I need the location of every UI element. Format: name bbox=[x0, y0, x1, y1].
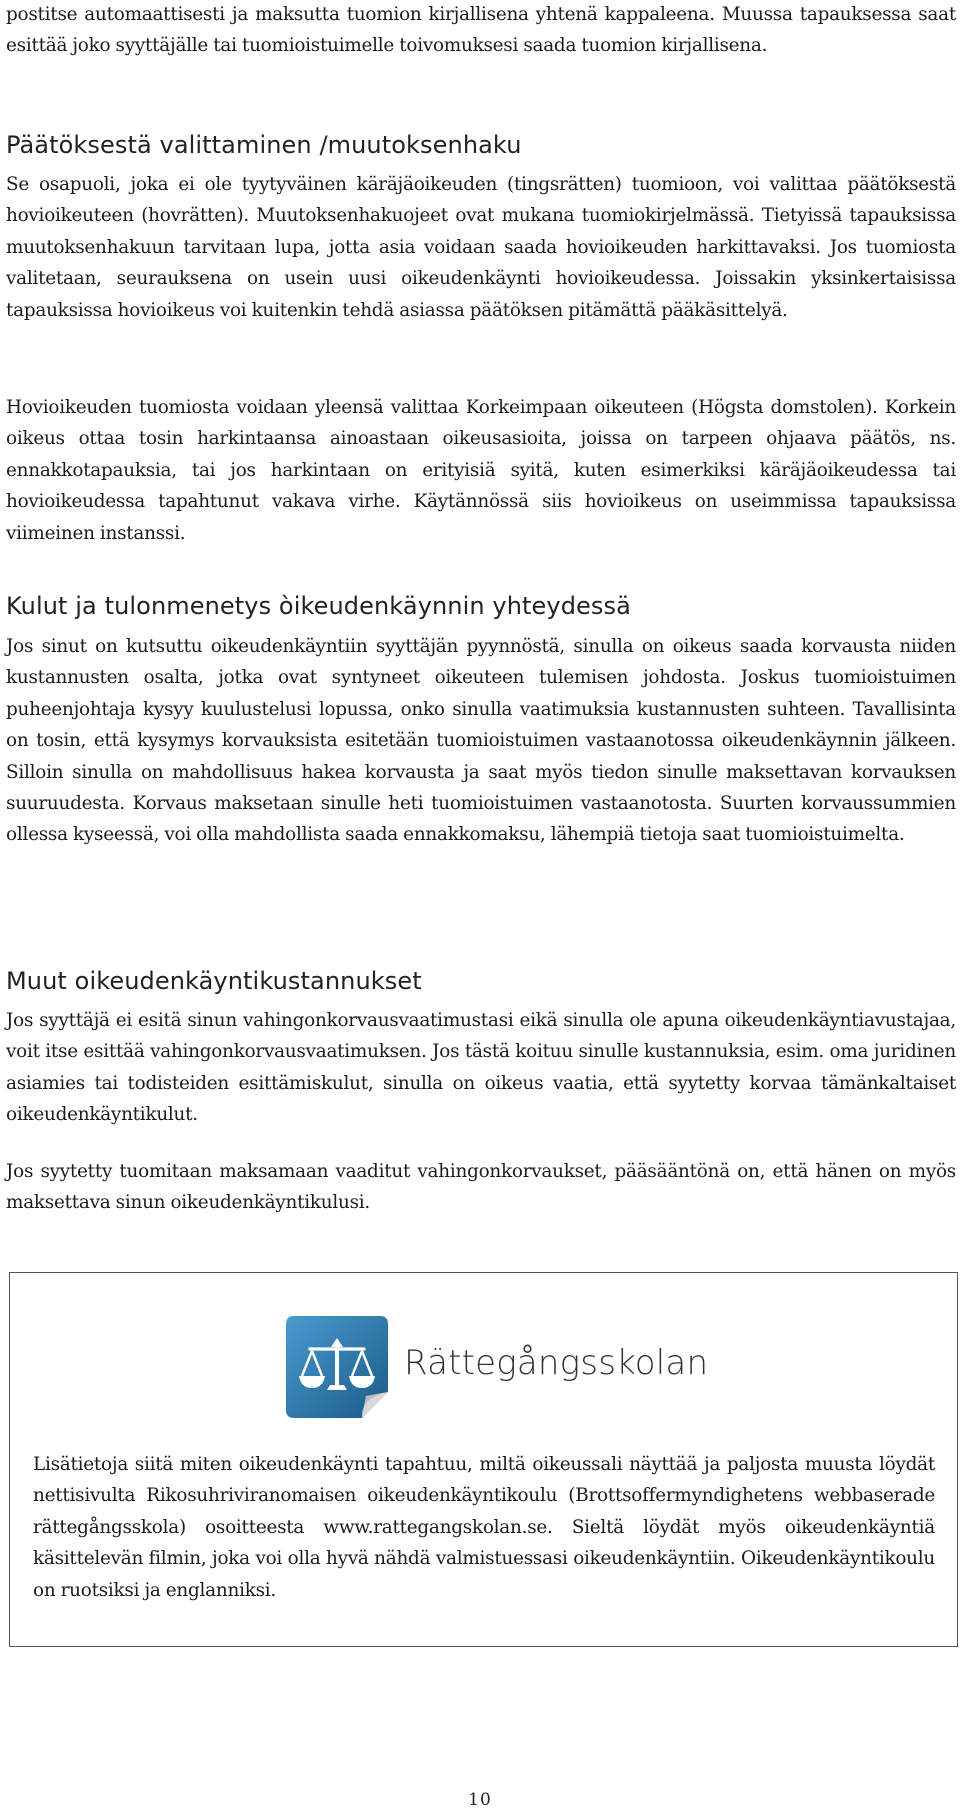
info-box bbox=[9, 1272, 958, 1647]
page-number: 10 bbox=[468, 1790, 492, 1810]
other-costs-paragraph-2: Jos syytetty tuomitaan maksamaan vaaditut vahingonkorvaukset, pääsääntönä on, että hänen on myös maksettava sinun oikeudenkäyntikulusi. bbox=[6, 1161, 956, 1214]
scales-icon bbox=[286, 1316, 388, 1418]
other-costs-heading: Muut oikeudenkäyntikustannukset bbox=[6, 967, 422, 995]
appeal-paragraph-1: Se osapuoli, joka ei ole tyytyväinen käräjäoikeuden (tingsrätten) tuomioon, voi valittaa päätöksestä hovioikeuteen (hovrätten). Muutoksenhakuojeet ovat mukana tuomiokirjelmässä. Tietyissä tapauksissa muutoksenhakuun tarvitaan lupa, jotta asia voidaan saada hovioikeuden harkittavaksi. Jos tuomiosta valitetaan, seurauksena on usein uusi oikeudenkäynti hovioikeudessa. Joissakin yksinkertaisissa tapauksissa hovioikeus voi kuitenkin tehdä asiassa päätöksen pitämättä pääkäsittelyä. bbox=[6, 174, 956, 321]
info-box-text: Lisätietoja siitä miten oikeudenkäynti tapahtuu, miltä oikeussali näyttää ja paljosta muusta löydät nettisivulta Rikosuhriviranomaisen oikeudenkäyntikoulu (Brottsoffermyndighetens webbaserade rättegångsskola) osoitteesta www.rattegangskolan.se. Sieltä löydät myös oikeudenkäyntiä käsittelevän filmin, joka voi olla hyvä nähdä valmistuessasi oikeudenkäyntiin. Oikeudenkäyntikoulu on ruotsiksi ja englanniksi. bbox=[33, 1454, 935, 1601]
costs-paragraph: Jos sinut on kutsuttu oikeudenkäyntiin syyttäjän pyynnöstä, sinulla on oikeus saada korvausta niiden kustannusten osalta, jotka ovat syntyneet oikeuteen tulemisen johdosta. Joskus tuomioistuimen puheenjohtaja kysyy kuulustelusi lopussa, onko sinulla vaatimuksia kustannusten suhteen. Tavallisinta on tosin, että kysymys korvauksista esitetään tuomioistuimen vastaanotossa oikeudenkäynnin jälkeen. Silloin sinulla on mahdollisuus hakea korvausta ja saat myös tiedon sinulle maksettavan korvauksen suuruudesta. Korvaus maksetaan sinulle heti tuomioistuimen vastaanotosta. Suurten korvaussummien ollessa kyseessä, voi olla mahdollista saada ennakkomaksu, lähempiä tietoja saat tuomioistuimelta. bbox=[6, 636, 956, 846]
appeal-heading: Päätöksestä valittaminen /muutoksenhaku bbox=[6, 131, 522, 159]
costs-heading: Kulut ja tulonmenetys òikeudenkäynnin yhteydessä bbox=[6, 592, 631, 620]
logo-wordmark: Rättegångsskolan bbox=[404, 1343, 709, 1383]
intro-paragraph: postitse automaattisesti ja maksutta tuomion kirjallisena yhtenä kappaleena. Muussa tapauksessa saat esittää joko syyttäjälle tai tuomioistuimelle toivomuksesi saada tuomion kirjallisena. bbox=[6, 4, 956, 57]
appeal-paragraph-2: Hovioikeuden tuomiosta voidaan yleensä valittaa Korkeimpaan oikeuteen (Högsta domstolen). Korkein oikeus ottaa tosin harkintaansa ainoastaan oikeusasioita, joissa on tarpeen ohjaava päätös, ns. ennakkotapauksia, tai jos harkintaan on erityisiä syitä, kuten esimerkiksi käräjäoikeudessa tai hovioikeudessa tapahtunut vakava virhe. Käytännössä siis hovioikeus on useimmissa tapauksissa viimeinen instanssi. bbox=[6, 397, 956, 544]
other-costs-paragraph-1: Jos syyttäjä ei esitä sinun vahingonkorvausvaatimustasi eikä sinulla ole apuna oikeudenkäyntiavustajaa, voit itse esittää vahingonkorvausvaatimuksen. Jos tästä koituu sinulle kustannuksia, esim. oma juridinen asiamies tai todisteiden esittämiskulut, sinulla on oikeus vaatia, että syytetty korvaa tämänkaltaiset oikeudenkäyntikulut. bbox=[6, 1010, 956, 1126]
